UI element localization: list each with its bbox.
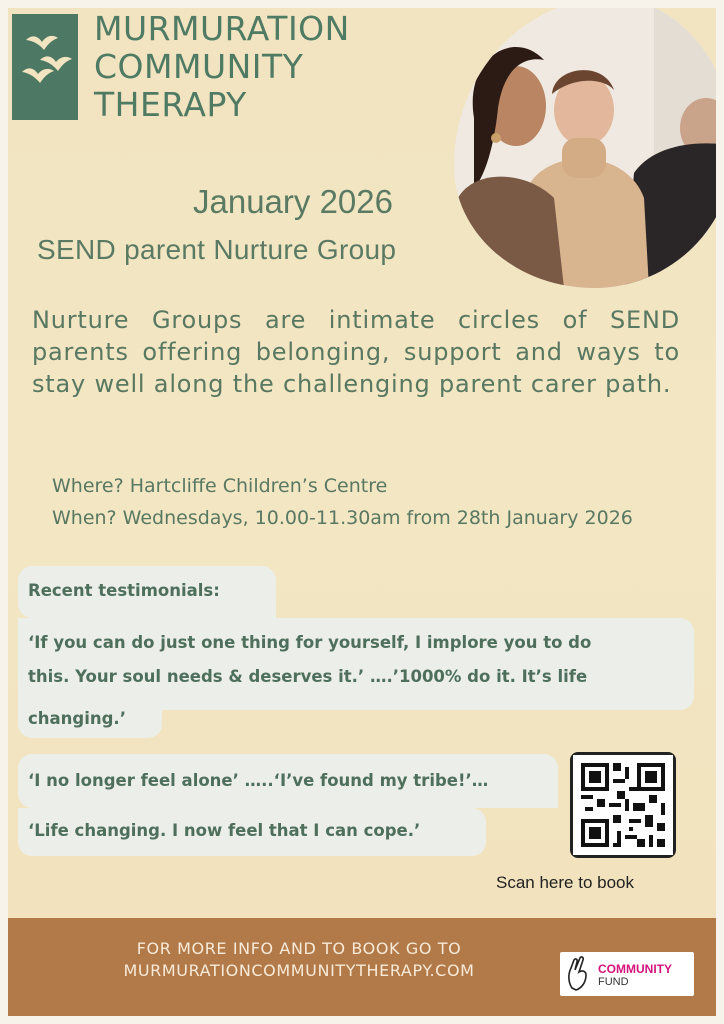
location-text: Where? Hartcliffe Children’s Centre xyxy=(52,475,388,497)
schedule-text: When? Wednesdays, 10.00-11.30am from 28th January 2026 xyxy=(52,507,633,529)
quote-line: ‘Life changing. I now feel that I can cope.’ xyxy=(28,821,421,840)
org-name xyxy=(94,10,414,124)
community-fund-logo xyxy=(560,952,694,996)
org-name-line: MURMURATION xyxy=(94,9,350,48)
qr-code-icon xyxy=(573,755,673,855)
group-name: SEND parent Nurture Group xyxy=(37,234,397,265)
quote-bubble-1-tail xyxy=(18,702,162,738)
scan-label: Scan here to book xyxy=(496,873,634,892)
event-month: January 2026 xyxy=(193,183,393,220)
footer-text xyxy=(94,938,504,982)
birds-logo xyxy=(12,14,78,120)
fund-logo-word: COMMUNITY xyxy=(598,962,672,976)
quote-bubble-2 xyxy=(18,754,558,808)
qr-code[interactable] xyxy=(570,752,676,858)
flyer xyxy=(8,8,716,1016)
bird-icon xyxy=(12,14,78,120)
footer-banner xyxy=(8,918,716,1016)
website-link[interactable]: MURMURATIONCOMMUNITYTHERAPY.COM xyxy=(123,961,475,980)
testimonials-heading-text: Recent testimonials: xyxy=(28,581,220,600)
org-name-line: THERAPY xyxy=(94,85,247,124)
people-illustration xyxy=(454,8,716,288)
quote-bubble-3 xyxy=(18,808,486,856)
testimonials-heading xyxy=(18,566,276,618)
intro-paragraph: Nurture Groups are intimate circles of SEND parents offering belonging, support and ways to stay well along the challenging parent carer path. xyxy=(32,306,680,398)
crossed-fingers-icon xyxy=(562,952,596,996)
fund-logo-word: FUND xyxy=(598,976,629,988)
quote-line: this. Your soul needs & deserves it.’ ….’1000% do it. It’s life xyxy=(28,667,588,686)
quote-line: ‘I no longer feel alone’ …..‘I’ve found my tribe!’… xyxy=(28,771,489,790)
quote-line: ‘If you can do just one thing for yourself, I implore you to do xyxy=(28,633,592,652)
group-photo xyxy=(454,8,716,288)
quote-line: changing.’ xyxy=(28,709,126,728)
org-name-line: COMMUNITY xyxy=(94,47,304,86)
quote-bubble-1 xyxy=(18,618,694,710)
footer-line: FOR MORE INFO AND TO BOOK GO TO xyxy=(136,939,462,958)
